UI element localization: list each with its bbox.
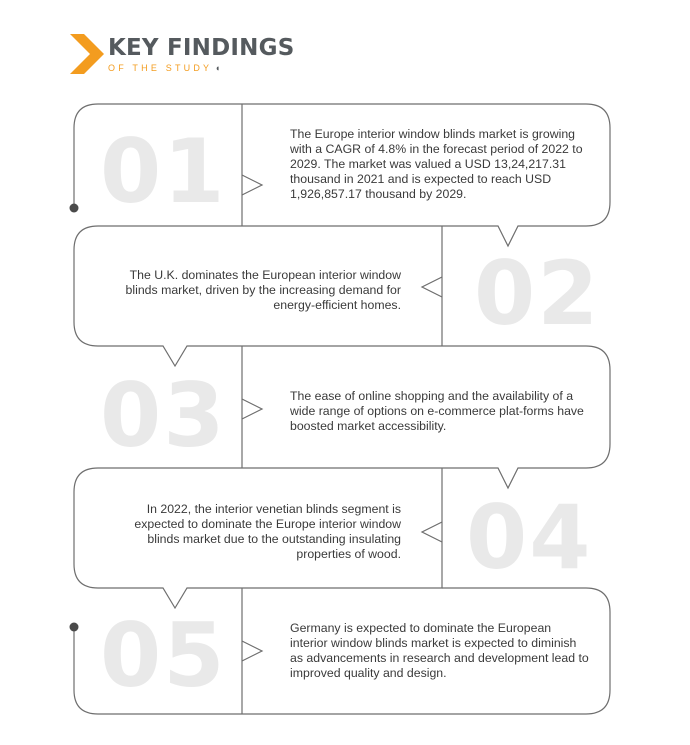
finding-number: 04 — [466, 486, 593, 589]
finding-number: 03 — [100, 364, 227, 467]
finding-number: 02 — [474, 242, 601, 345]
finding-number: 01 — [100, 120, 227, 223]
finding-number: 05 — [100, 604, 227, 707]
finding-text: The Europe interior window blinds market is growing with a CAGR of 4.8% in the forecast period of 2022 to 2029. The market was valued a USD 13,24,217.31 thousand in 2021 and is expected to reach USD 1,926,857.17 thousand by 2029. — [290, 127, 583, 201]
page-subtitle: OF THE STUDY ◖ — [108, 63, 221, 73]
finding-text: Germany is expected to dominate the European interior window blinds market is expected to diminish as advancements in research and development lead to improved quality and design. — [290, 621, 589, 680]
finding-text: In 2022, the interior venetian blinds segment is expected to dominate the Europe interior window blinds market due to the outstanding insulating properties of wood. — [134, 502, 401, 561]
finding-text: The ease of online shopping and the availability of a wide range of options on e-commerce plat-forms have boosted market accessibility. — [290, 389, 584, 433]
page-title: KEY FINDINGS — [108, 35, 295, 61]
path-start-dot — [70, 204, 79, 213]
finding-text: The U.K. dominates the European interior window blinds market, driven by the increasing demand for energy-efficient homes. — [125, 268, 401, 312]
path-end-dot — [70, 623, 79, 632]
